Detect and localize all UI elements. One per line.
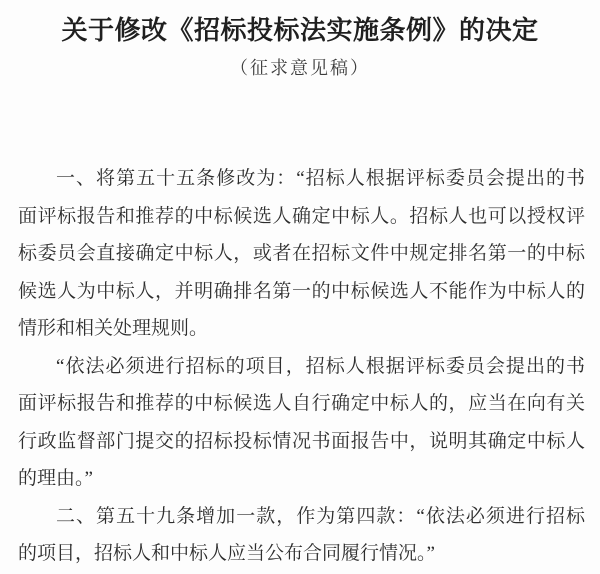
body-line: 的项目，招标人和中标人应当公布合同履行情况。” [18,543,435,564]
body-line: 面评标报告和推荐的中标候选人自行确定中标人的，应当在向有关 [18,393,585,414]
body-line: 面评标报告和推荐的中标候选人确定中标人。招标人也可以授权评 [18,205,585,227]
body-line: 行政监督部门提交的招标投标情况书面报告中，说明其确定中标人 [18,430,585,452]
body-line: 候选人为中标人，并明确排名第一的中标候选人不能作为中标人的 [18,280,585,302]
body-line: 二、第五十九条增加一款，作为第四款：“依法必须进行招标 [56,505,585,527]
document-subtitle: （征求意见稿） [230,58,370,78]
body-line: 的理由。” [18,468,93,489]
body-line: 一、将第五十五条修改为：“招标人根据评标委员会提出的书 [56,168,585,189]
body-line: 情形和相关处理规则。 [18,318,209,339]
body-line: 标委员会直接确定中标人，或者在招标文件中规定排名第一的中标 [18,243,585,264]
document-body [0,160,600,573]
document-title: 关于修改《招标投标法实施条例》的决定 [61,15,539,45]
body-line: “依法必须进行招标的项目，招标人根据评标委员会提出的书 [56,355,585,377]
